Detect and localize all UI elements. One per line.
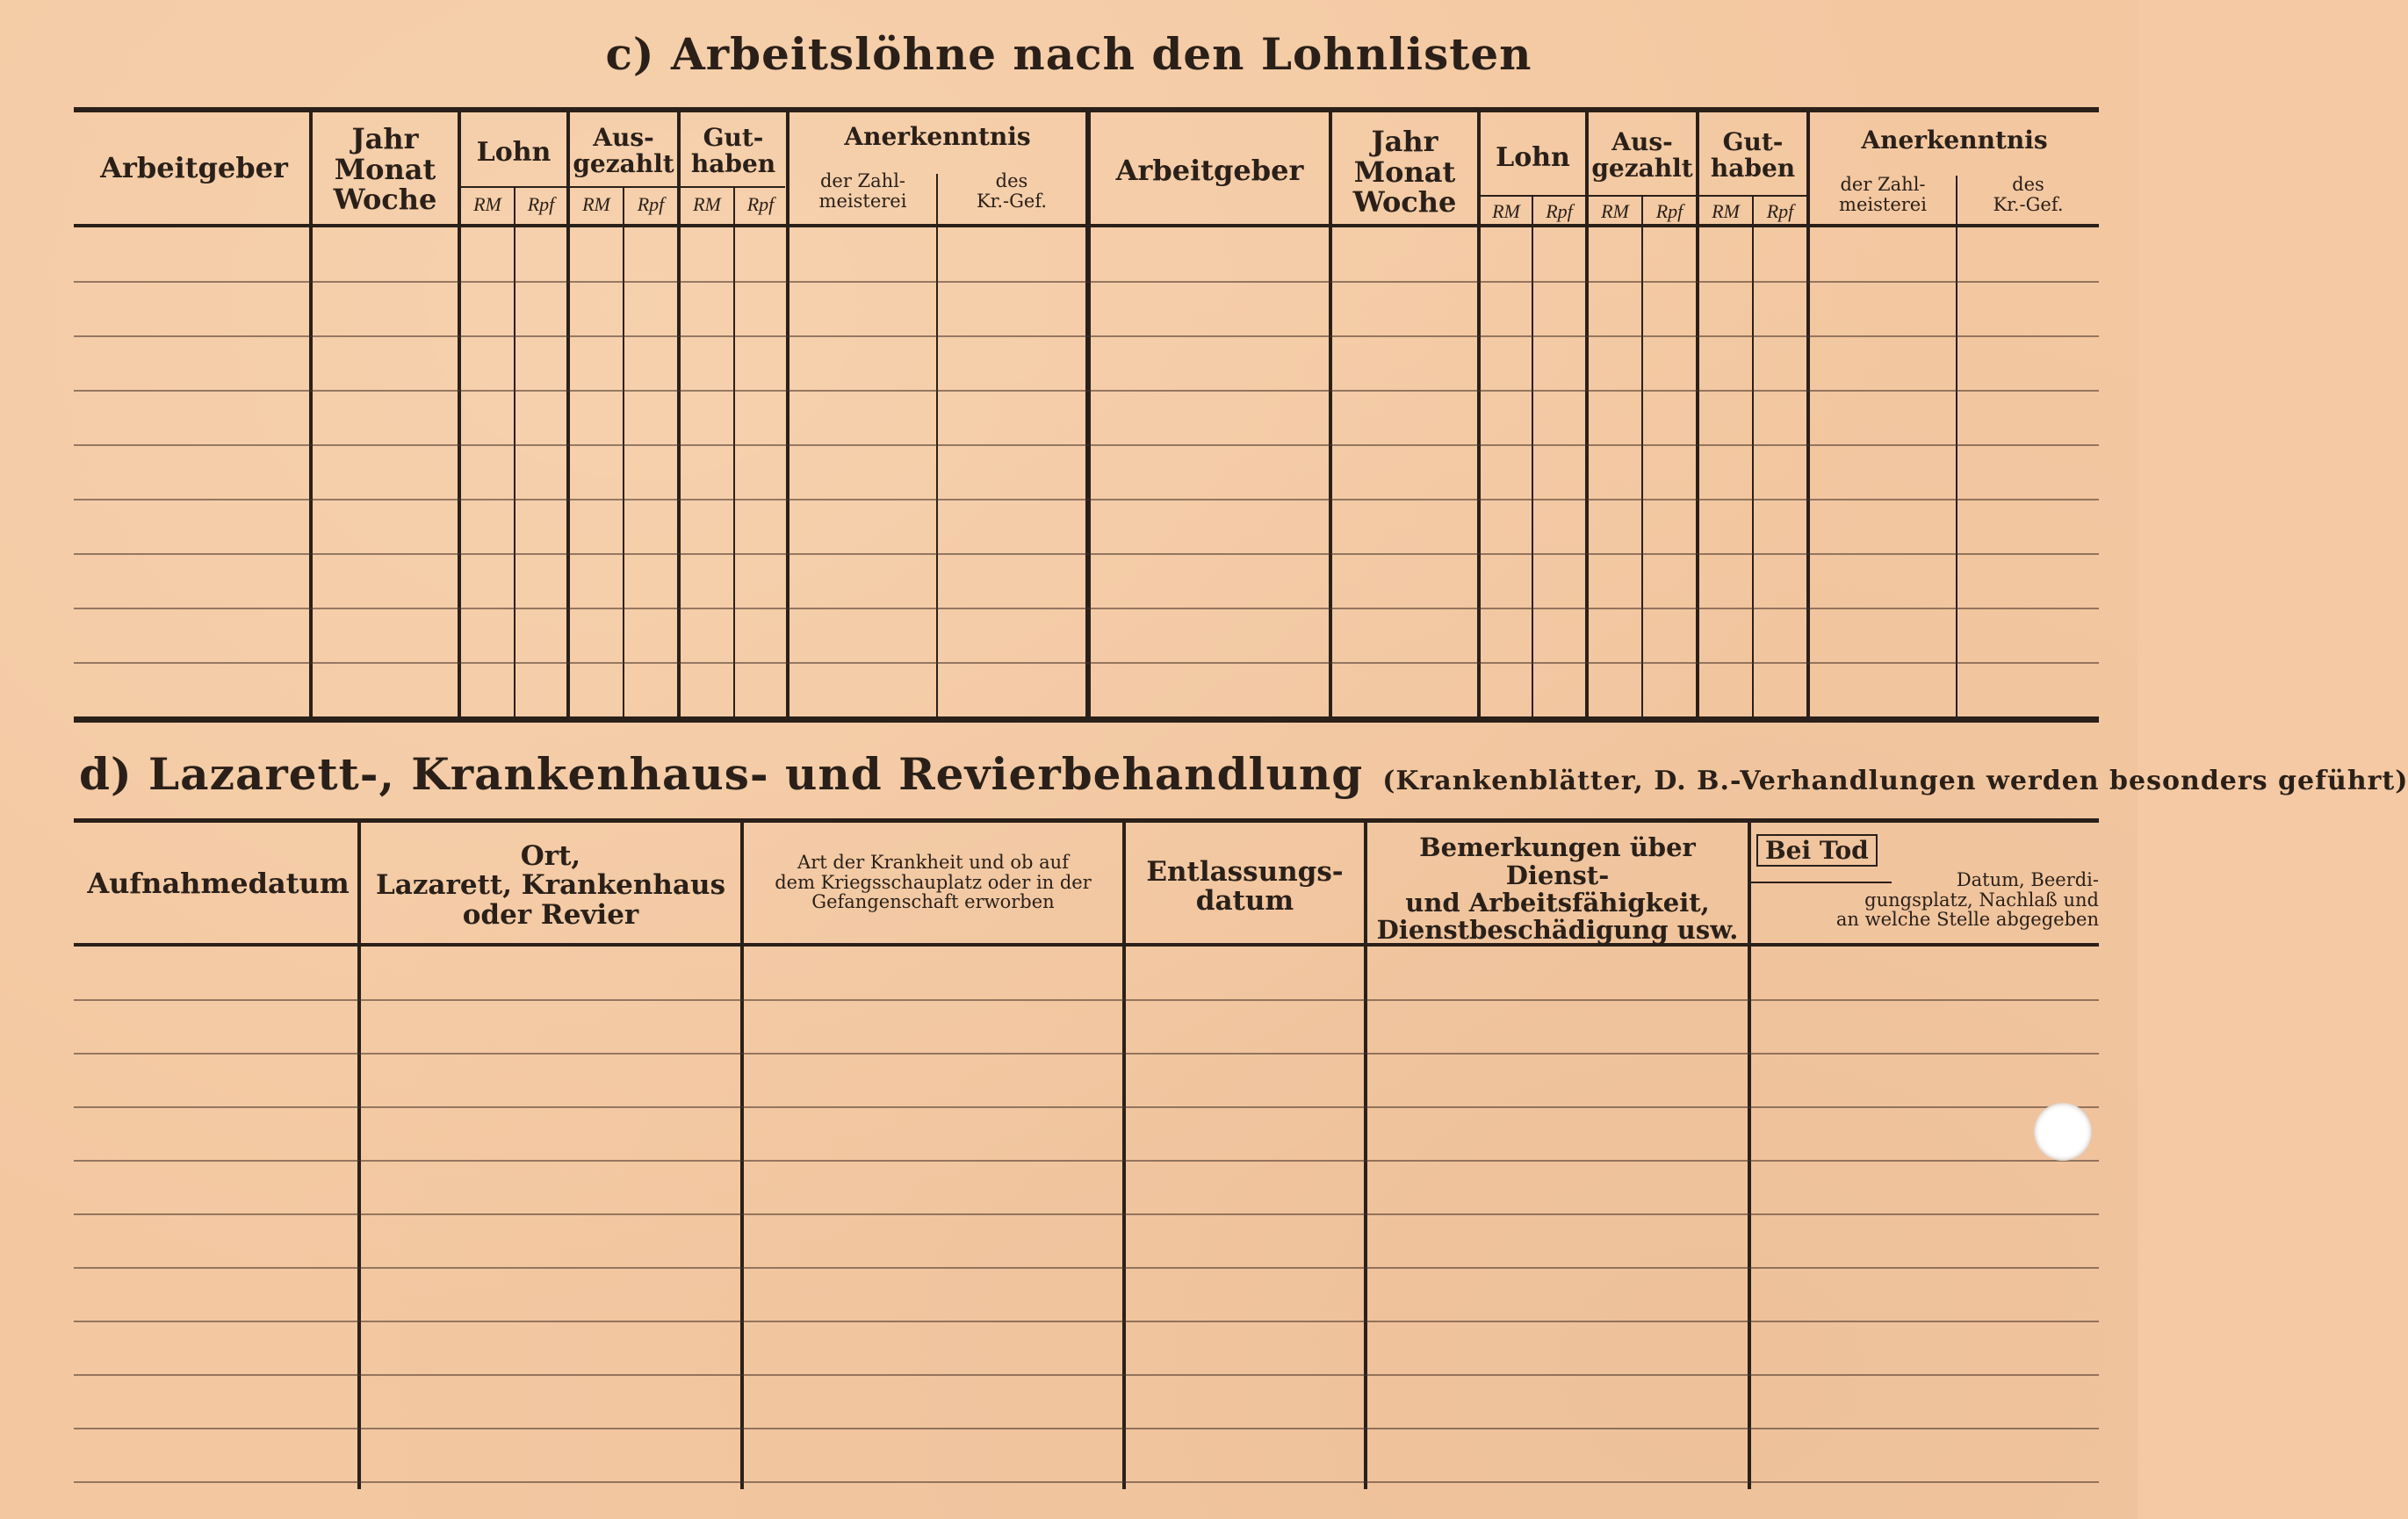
writing-line bbox=[74, 1213, 2099, 1215]
header-datum-beerdigung: Datum, Beerdi- gungsplatz, Nachlaß und an welche Stelle abgegeben bbox=[1835, 868, 2099, 931]
col-line bbox=[514, 186, 515, 716]
header-bei-tod: Bei Tod bbox=[1756, 834, 1878, 867]
header-ausgezahlt: Aus- gezahlt bbox=[573, 122, 674, 178]
writing-line bbox=[74, 608, 2099, 609]
writing-line bbox=[74, 1053, 2099, 1055]
header-ort: Ort, Lazarett, Krankenhaus oder Revier bbox=[375, 839, 726, 931]
header-krgef-2: des Kr.-Gef. bbox=[1993, 174, 2064, 215]
writing-line bbox=[74, 1321, 2099, 1322]
header-zahlmeisterei: der Zahl- meisterei bbox=[818, 170, 907, 212]
header-lohn-2: Lohn bbox=[1496, 141, 1570, 173]
unit-rpf: Rpf bbox=[1766, 200, 1794, 222]
header-anerkenntnis-2: Anerkenntnis bbox=[1861, 125, 2048, 155]
header-jahr-monat-woche: Jahr Monat Woche bbox=[333, 122, 437, 217]
header-arbeitgeber: Arbeitgeber bbox=[100, 150, 288, 184]
writing-line bbox=[74, 999, 2099, 1001]
writing-line bbox=[74, 335, 2099, 337]
unit-rm: RM bbox=[473, 193, 501, 215]
punch-hole bbox=[2034, 1103, 2092, 1161]
writing-line bbox=[74, 1106, 2099, 1108]
unit-rpf: Rpf bbox=[1655, 200, 1683, 222]
col-line bbox=[1585, 107, 1589, 716]
writing-line bbox=[74, 662, 2099, 664]
header-lohn: Lohn bbox=[476, 136, 552, 168]
writing-line bbox=[74, 1267, 2099, 1269]
writing-line bbox=[74, 1481, 2099, 1483]
section-d-title: d) Lazarett-, Krankenhaus- und Revierbehandlung (Krankenblätter, D. B.-Verhandlungen werden besonders geführt) bbox=[79, 748, 2408, 800]
header-guthaben: Gut- haben bbox=[690, 122, 776, 178]
header-ausgezahlt-2: Aus- gezahlt bbox=[1591, 126, 1693, 183]
header-art-der-krankheit: Art der Krankheit und ob auf dem Kriegsschauplatz oder in der Gefangenschaft erworben bbox=[775, 851, 1092, 913]
col-line bbox=[1532, 195, 1533, 716]
unit-rpf: Rpf bbox=[527, 193, 555, 215]
col-line bbox=[1696, 107, 1699, 716]
writing-line bbox=[74, 553, 2099, 555]
unit-rm: RM bbox=[582, 193, 610, 215]
header-anerkenntnis: Anerkenntnis bbox=[844, 121, 1031, 151]
writing-line bbox=[74, 1428, 2099, 1429]
section-d-subtitle: (Krankenblätter, D. B.-Verhandlungen werden besonders geführt) bbox=[1382, 766, 2408, 796]
section-d-header-border bbox=[74, 943, 2099, 947]
header-entlassungsdatum: Entlassungs- datum bbox=[1146, 855, 1344, 917]
unit-rm: RM bbox=[1601, 200, 1629, 222]
col-line bbox=[733, 186, 735, 716]
writing-line bbox=[74, 390, 2099, 392]
header-aufnahmedatum: Aufnahmedatum bbox=[87, 866, 350, 900]
col-line bbox=[1641, 195, 1643, 716]
writing-line bbox=[74, 444, 2099, 446]
header-zahlmeisterei-2: der Zahl- meisterei bbox=[1839, 174, 1927, 215]
unit-rpf: Rpf bbox=[637, 193, 665, 215]
writing-line bbox=[74, 499, 2099, 500]
header-bemerkungen: Bemerkungen über Dienst- und Arbeitsfähigkeit, Dienstbeschädigung usw. bbox=[1376, 832, 1739, 946]
unit-rm: RM bbox=[1712, 200, 1740, 222]
unit-rpf: Rpf bbox=[1546, 200, 1573, 222]
col-line bbox=[1748, 818, 1751, 1489]
col-line bbox=[1956, 176, 1957, 716]
col-line bbox=[1752, 195, 1754, 716]
col-line bbox=[623, 186, 624, 716]
header-jahr-monat-woche-2: Jahr Monat Woche bbox=[1352, 125, 1457, 220]
units-divider-right bbox=[1478, 195, 1808, 197]
writing-line bbox=[74, 1160, 2099, 1162]
col-line bbox=[1477, 107, 1481, 716]
writing-line bbox=[74, 281, 2099, 283]
section-c-title: c) Arbeitslöhne nach den Lohnlisten bbox=[605, 28, 1532, 80]
unit-rm: RM bbox=[693, 193, 721, 215]
section-c-bottom-border bbox=[74, 716, 2099, 723]
header-guthaben-2: Gut- haben bbox=[1710, 126, 1796, 183]
writing-line bbox=[74, 1374, 2099, 1376]
unit-rm: RM bbox=[1492, 200, 1520, 222]
section-d-top-border bbox=[74, 818, 2099, 823]
header-krgef: des Kr.-Gef. bbox=[976, 170, 1048, 212]
unit-rpf: Rpf bbox=[746, 193, 775, 215]
header-arbeitgeber-2: Arbeitgeber bbox=[1115, 153, 1304, 187]
